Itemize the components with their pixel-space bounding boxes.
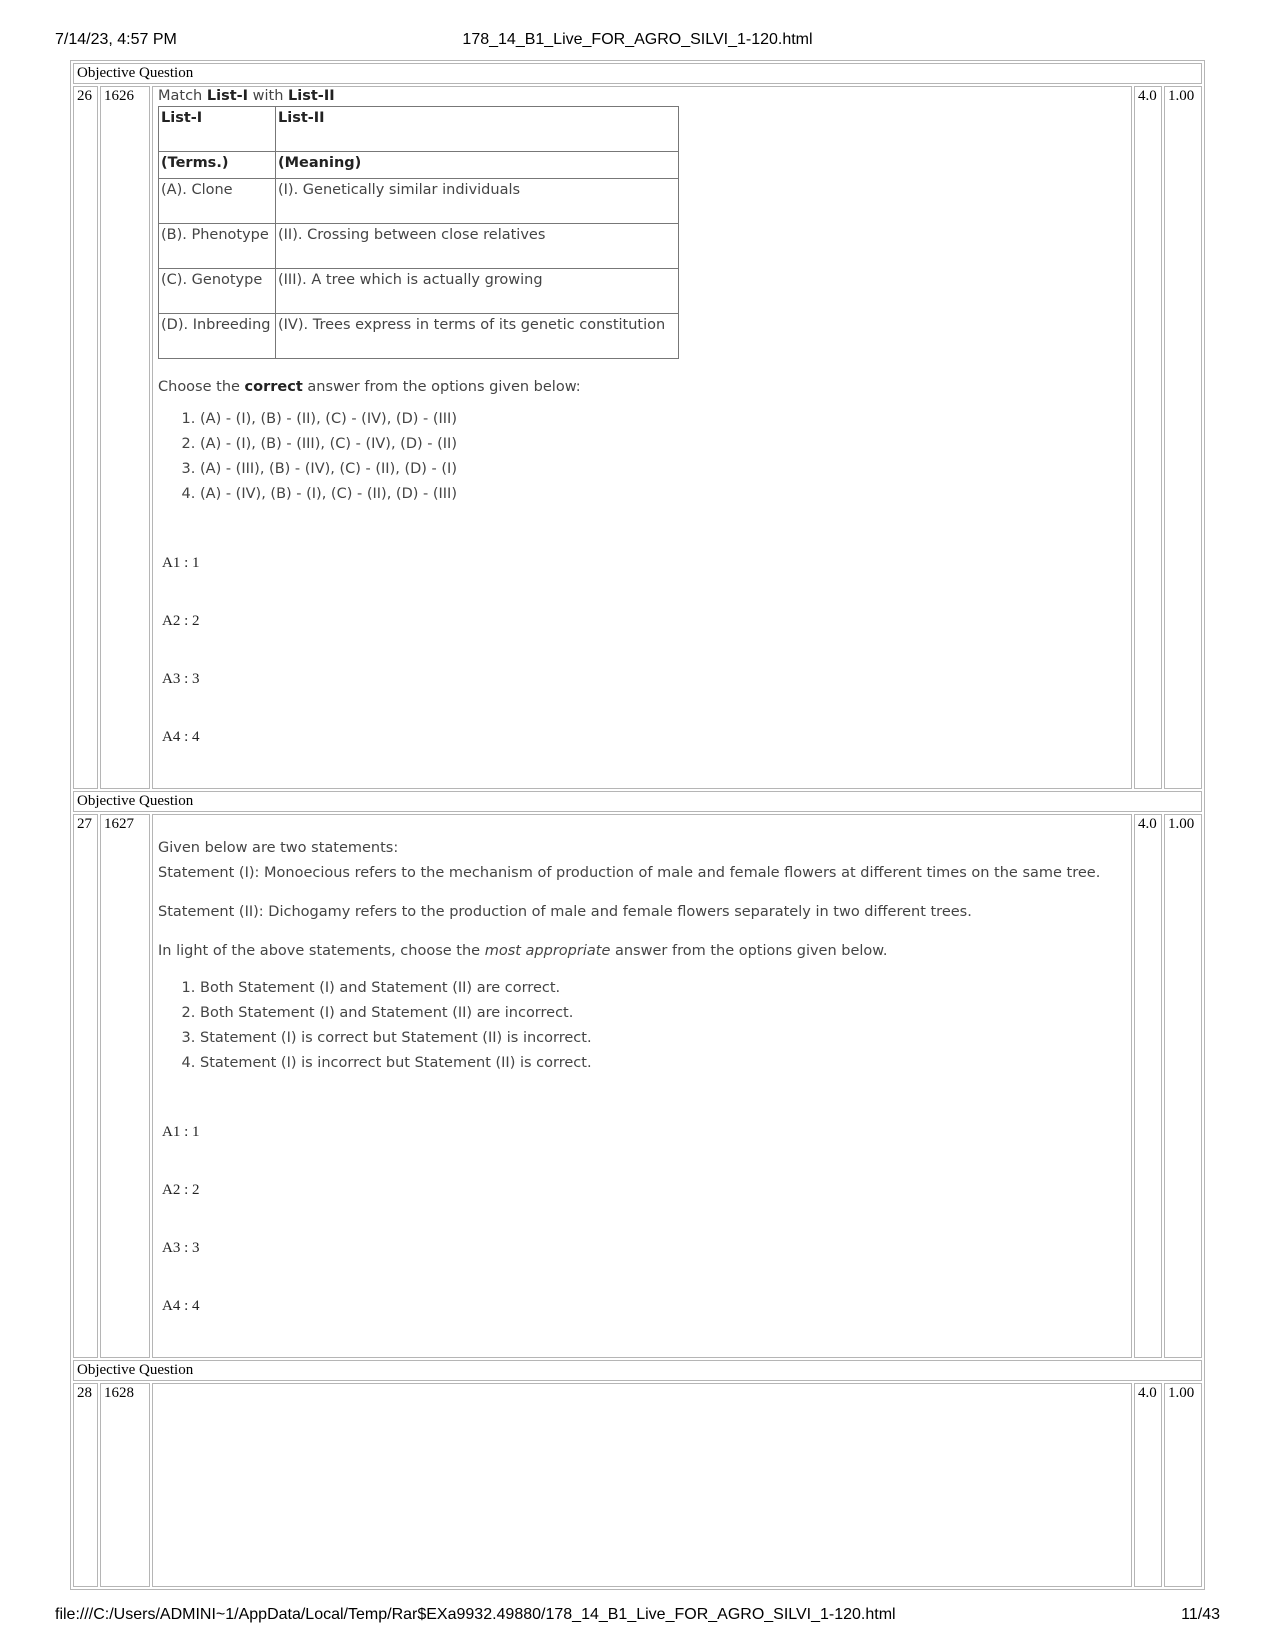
print-datetime: 7/14/23, 4:57 PM [55, 31, 177, 48]
question-body [152, 86, 1132, 789]
marks-value: 4.0 [1134, 814, 1162, 1358]
question-id: 1626 [100, 86, 150, 789]
print-file-path: file:///C:/Users/ADMINI~1/AppData/Local/Temp/Rar$EXa9932.49880/178_14_B1_Live_FOR_AGRO_SILVI_1-120.html [55, 1606, 896, 1623]
option-item: 3. Statement (I) is correct but Statement (II) is incorrect. [200, 1026, 1126, 1051]
list-meaning: (I). Genetically similar individuals [276, 179, 679, 224]
answer-key: A3 : 3 [162, 671, 200, 687]
answer-key: A1 : 1 [162, 1124, 200, 1140]
question-type-row [73, 1360, 1202, 1381]
terms-header: (Terms.) [161, 155, 229, 171]
question-type-label: Objective Question [73, 63, 1202, 84]
option-item: 1. (A) - (I), (B) - (II), (C) - (IV), (D) - (III) [200, 407, 1126, 432]
question-body [152, 814, 1132, 1358]
question-document [70, 60, 1205, 1590]
list-meaning: (III). A tree which is actually growing [276, 269, 679, 314]
options-list [158, 976, 1126, 1076]
question-type-row [73, 63, 1202, 84]
list-subheader-row [159, 152, 679, 179]
question-type-row [73, 791, 1202, 812]
serial-number: 26 [73, 86, 98, 789]
question-row [73, 1383, 1202, 1587]
list-meaning: (IV). Trees express in terms of its genetic constitution [276, 314, 679, 359]
statement-two: Statement (II): Dichogamy refers to the production of male and female flowers separately in two different trees. [158, 904, 972, 920]
answer-key: A3 : 3 [162, 1240, 200, 1256]
serial-number: 27 [73, 814, 98, 1358]
list-ii-header: List-II [278, 110, 325, 126]
answer-keys [156, 555, 1128, 787]
print-title: 178_14_B1_Live_FOR_AGRO_SILVI_1-120.html [462, 31, 813, 48]
choose-instruction: In light of the above statements, choose the most appropriate answer from the options given below. [158, 943, 888, 959]
negative-marks-value: 1.00 [1164, 86, 1202, 789]
marks-value: 4.0 [1134, 86, 1162, 789]
question-type-label: Objective Question [73, 791, 1202, 812]
answer-key: A2 : 2 [162, 1182, 200, 1198]
question-type-label: Objective Question [73, 1360, 1202, 1381]
statement-one: Statement (I): Monoecious refers to the mechanism of production of male and female flowers at different times on the same tree. [158, 865, 1101, 881]
meaning-header: (Meaning) [278, 155, 362, 171]
answer-keys [156, 1124, 1128, 1356]
list-row [159, 314, 679, 359]
serial-number: 28 [73, 1383, 98, 1587]
option-item: 4. Statement (I) is incorrect but Statement (II) is correct. [200, 1051, 1126, 1076]
answer-key: A4 : 4 [162, 1298, 200, 1314]
list-i-header: List-I [161, 110, 203, 126]
list-meaning: (II). Crossing between close relatives [276, 224, 679, 269]
list-term: (A). Clone [159, 179, 276, 224]
print-page-number: 11/43 [1181, 1606, 1220, 1623]
answer-key: A2 : 2 [162, 613, 200, 629]
list-header-row [159, 107, 679, 152]
question-intro: Given below are two statements: [158, 840, 399, 856]
questions-table [70, 60, 1205, 1590]
list-row [159, 179, 679, 224]
answer-key: A1 : 1 [162, 555, 200, 571]
match-list-table [158, 106, 679, 359]
negative-marks-value: 1.00 [1164, 814, 1202, 1358]
option-item: 3. (A) - (III), (B) - (IV), (C) - (II), (D) - (I) [200, 457, 1126, 482]
list-row [159, 224, 679, 269]
option-item: 2. Both Statement (I) and Statement (II) are incorrect. [200, 1001, 1126, 1026]
option-item: 4. (A) - (IV), (B) - (I), (C) - (II), (D) - (III) [200, 482, 1126, 507]
negative-marks-value: 1.00 [1164, 1383, 1202, 1587]
choose-instruction: Choose the correct answer from the options given below: [158, 379, 581, 395]
print-footer [55, 1606, 1220, 1626]
option-item: 1. Both Statement (I) and Statement (II) are correct. [200, 976, 1126, 1001]
print-header [55, 31, 1220, 51]
list-term: (B). Phenotype [159, 224, 276, 269]
options-list [158, 407, 1126, 507]
question-row [73, 814, 1202, 1358]
question-row [73, 86, 1202, 789]
option-item: 2. (A) - (I), (B) - (III), (C) - (IV), (D) - (II) [200, 432, 1126, 457]
answer-key: A4 : 4 [162, 729, 200, 745]
question-id: 1628 [100, 1383, 150, 1587]
list-row [159, 269, 679, 314]
question-body [152, 1383, 1132, 1587]
question-id: 1627 [100, 814, 150, 1358]
list-term: (D). Inbreeding [159, 314, 276, 359]
marks-value: 4.0 [1134, 1383, 1162, 1587]
question-intro: Match List-I with List-II [158, 88, 335, 104]
list-term: (C). Genotype [159, 269, 276, 314]
